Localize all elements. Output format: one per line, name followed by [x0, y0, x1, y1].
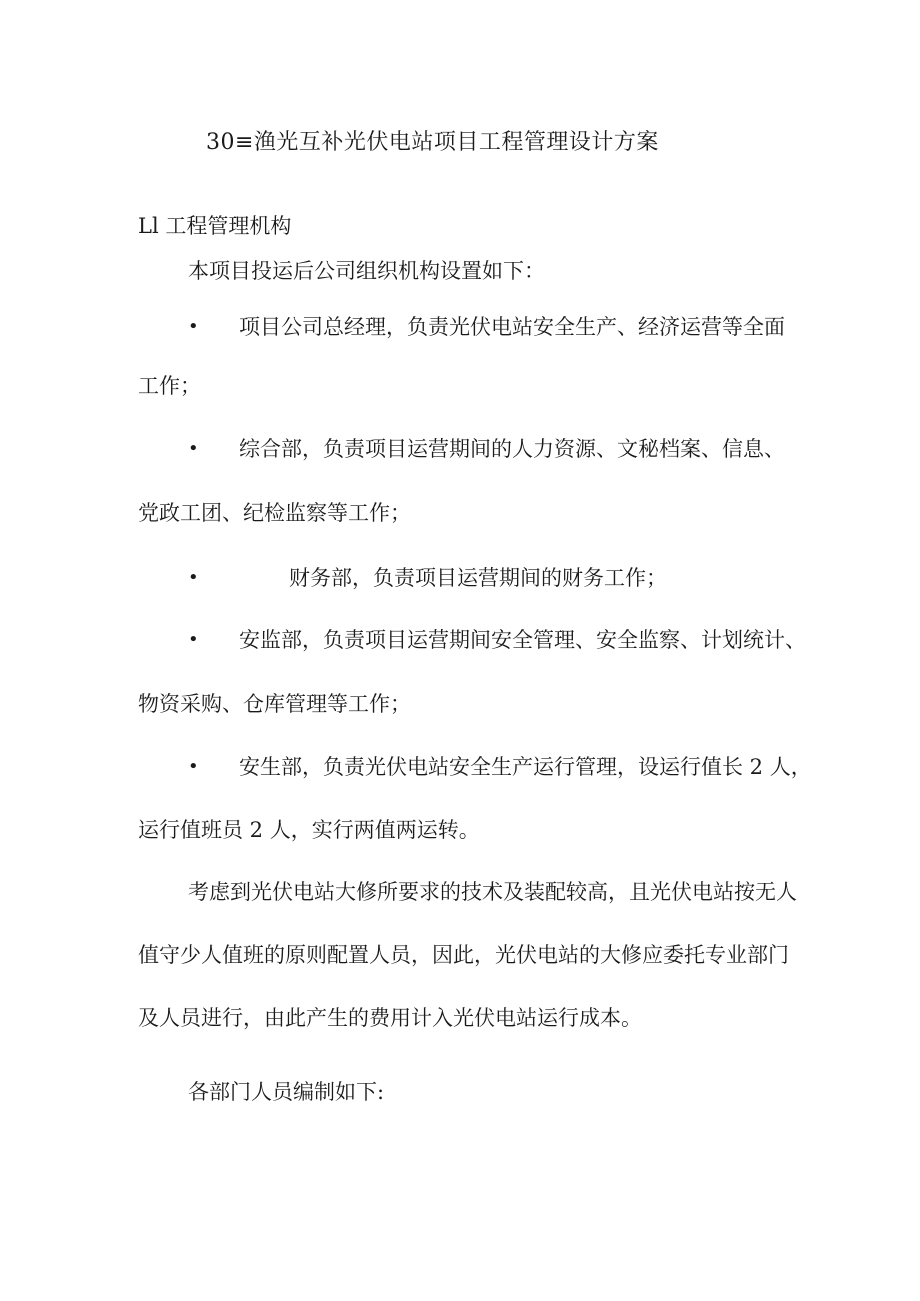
bullet-icon: •: [188, 567, 199, 588]
paragraph-line: 及人员进行，由此产生的费用计入光伏电站运行成本。: [138, 1006, 642, 1030]
list-item-line: 安监部，负责项目运营期间安全管理、安全监察、计划统计、: [239, 628, 806, 652]
section-heading: Ll 工程管理机构: [138, 214, 292, 238]
list-item-line: 运行值班员 2 人，实行两值两运转。: [138, 818, 480, 842]
bullet-icon: •: [188, 316, 199, 337]
list-item-line: 工作；: [138, 374, 201, 398]
bullet-icon: •: [188, 438, 199, 459]
list-item-line: 综合部，负责项目运营期间的人力资源、文秘档案、信息、: [239, 437, 785, 461]
bullet-icon: •: [188, 756, 199, 777]
intro-text: 本项目投运后公司组织机构设置如下：: [188, 259, 545, 283]
staffing-intro: 各部门人员编制如下:: [188, 1080, 385, 1104]
bullet-icon: •: [188, 629, 199, 650]
list-item-line: 财务部，负责项目运营期间的财务工作；: [289, 566, 667, 590]
list-item-line: 物资采购、仓库管理等工作；: [138, 692, 411, 716]
paragraph-line: 值守少人值班的原则配置人员，因此，光伏电站的大修应委托专业部门: [138, 943, 789, 967]
list-item-line: 项目公司总经理，负责光伏电站安全生产、经济运营等全面: [239, 315, 785, 339]
list-item-line: 安生部，负责光伏电站安全生产运行管理，设运行值长 2 人，: [239, 755, 812, 779]
list-item-line: 党政工团、纪检监察等工作；: [138, 501, 411, 525]
paragraph-line: 考虑到光伏电站大修所要求的技术及装配较高，且光伏电站按无人: [188, 880, 797, 904]
page-title: 30≡渔光互补光伏电站项目工程管理设计方案: [206, 130, 659, 155]
